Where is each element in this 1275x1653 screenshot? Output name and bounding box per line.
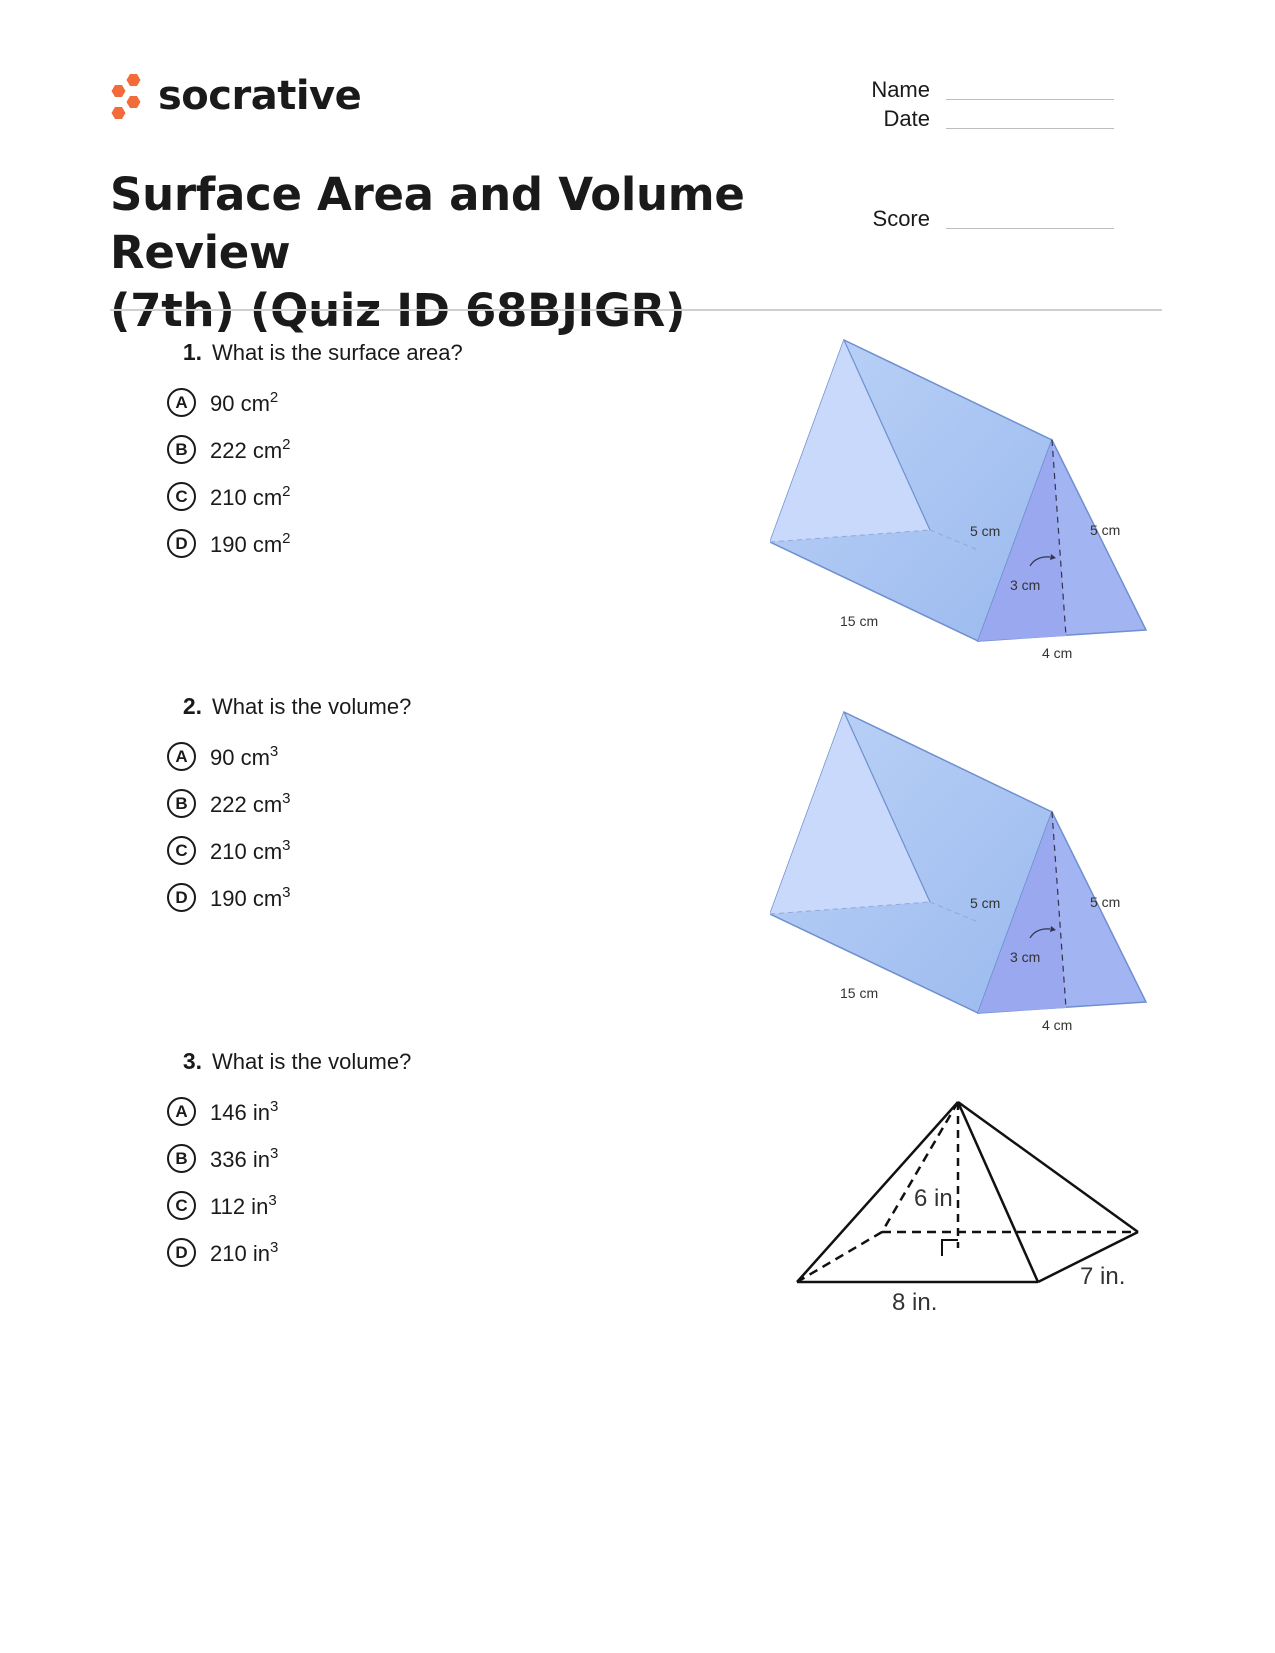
option-bubble[interactable]: C <box>167 1191 196 1220</box>
socrative-logo <box>110 72 361 120</box>
name-line[interactable] <box>946 99 1114 100</box>
label-length: 8 in. <box>892 1289 938 1316</box>
option-bubble[interactable]: A <box>167 1097 196 1126</box>
rectangular-pyramid-figure <box>780 1090 1160 1330</box>
option-text: 112 $in^3$ <box>210 1191 277 1219</box>
option-c[interactable] <box>160 1182 411 1229</box>
option-bubble[interactable]: C <box>167 482 196 511</box>
date-field[interactable] <box>830 107 1114 131</box>
option-b[interactable] <box>160 1135 411 1182</box>
option-text: 190 $cm^3$ <box>210 883 291 911</box>
label-height: 6 in <box>914 1185 953 1212</box>
option-bubble[interactable]: A <box>167 388 196 417</box>
option-b[interactable] <box>160 780 411 827</box>
option-bubble[interactable]: B <box>167 435 196 464</box>
option-bubble[interactable]: D <box>167 1238 196 1267</box>
option-a[interactable] <box>160 733 411 780</box>
label-height: 3 cm <box>1010 949 1041 965</box>
option-text: 222 $cm^2$ <box>210 435 291 463</box>
option-text: 90 $cm^3$ <box>210 742 279 770</box>
label-width: 7 in. <box>1080 1263 1126 1290</box>
label-length: 15 cm <box>840 985 879 1001</box>
question-number: 3. <box>182 1048 202 1074</box>
question-text: What is the volume? <box>212 1049 412 1074</box>
option-text: 190 $cm^2$ <box>210 529 291 557</box>
option-c[interactable] <box>160 827 411 874</box>
option-bubble[interactable]: D <box>167 529 196 558</box>
pyramid-edge <box>958 1102 1138 1232</box>
label-base: 4 cm <box>1042 1017 1073 1033</box>
triangular-prism-figure-1 <box>770 336 1170 666</box>
question-3 <box>160 1048 411 1276</box>
triangular-prism-figure-2 <box>770 708 1170 1038</box>
option-bubble[interactable]: D <box>167 883 196 912</box>
date-label: Date <box>883 106 930 131</box>
logo-hex-3 <box>127 96 141 108</box>
logo-hexagons-icon <box>110 72 146 120</box>
right-angle-marker-icon <box>942 1240 958 1256</box>
name-label: Name <box>871 77 930 102</box>
option-d[interactable] <box>160 1229 411 1276</box>
pyramid-hidden-edge <box>882 1102 958 1232</box>
option-text: 222 $cm^3$ <box>210 789 291 817</box>
label-side-left: 5 cm <box>970 523 1001 539</box>
question-2 <box>160 693 411 921</box>
page-title <box>110 166 900 340</box>
score-label: Score <box>872 206 930 231</box>
logo-wordmark: socrative <box>158 73 362 119</box>
question-text: What is the volume? <box>212 694 412 719</box>
option-text: 336 $in^3$ <box>210 1144 279 1172</box>
option-a[interactable] <box>160 1088 411 1135</box>
question-1 <box>160 339 463 567</box>
title-line-1: Surface Area and Volume Review <box>110 168 745 279</box>
option-bubble[interactable]: C <box>167 836 196 865</box>
option-c[interactable] <box>160 473 463 520</box>
option-a[interactable] <box>160 379 463 426</box>
option-b[interactable] <box>160 426 463 473</box>
pyramid-edge <box>958 1102 1038 1282</box>
option-d[interactable] <box>160 874 411 921</box>
label-side-left: 5 cm <box>970 895 1001 911</box>
option-text: 210 $cm^3$ <box>210 836 291 864</box>
logo-hex-1 <box>127 74 141 86</box>
question-number: 1. <box>182 339 202 365</box>
label-side-right: 5 cm <box>1090 522 1121 538</box>
logo-hex-4 <box>112 107 126 119</box>
option-bubble[interactable]: B <box>167 789 196 818</box>
header-divider <box>110 309 1162 311</box>
label-side-right: 5 cm <box>1090 894 1121 910</box>
label-height: 3 cm <box>1010 577 1041 593</box>
option-text: 90 $cm^2$ <box>210 388 279 416</box>
option-text: 146 $in^3$ <box>210 1097 279 1125</box>
label-length: 15 cm <box>840 613 879 629</box>
option-bubble[interactable]: A <box>167 742 196 771</box>
option-text: 210 $in^3$ <box>210 1238 279 1266</box>
option-d[interactable] <box>160 520 463 567</box>
title-line-2: (7th) (Quiz ID 68BJIGR) <box>110 284 686 337</box>
date-line[interactable] <box>946 128 1114 129</box>
score-line[interactable] <box>946 228 1114 229</box>
question-number: 2. <box>182 693 202 719</box>
option-text: 210 $cm^2$ <box>210 482 291 510</box>
logo-hex-2 <box>112 85 126 97</box>
label-base: 4 cm <box>1042 645 1073 661</box>
option-bubble[interactable]: B <box>167 1144 196 1173</box>
name-field[interactable] <box>830 78 1114 102</box>
question-text: What is the surface area? <box>212 340 463 365</box>
pyramid-hidden-edge <box>797 1232 882 1282</box>
